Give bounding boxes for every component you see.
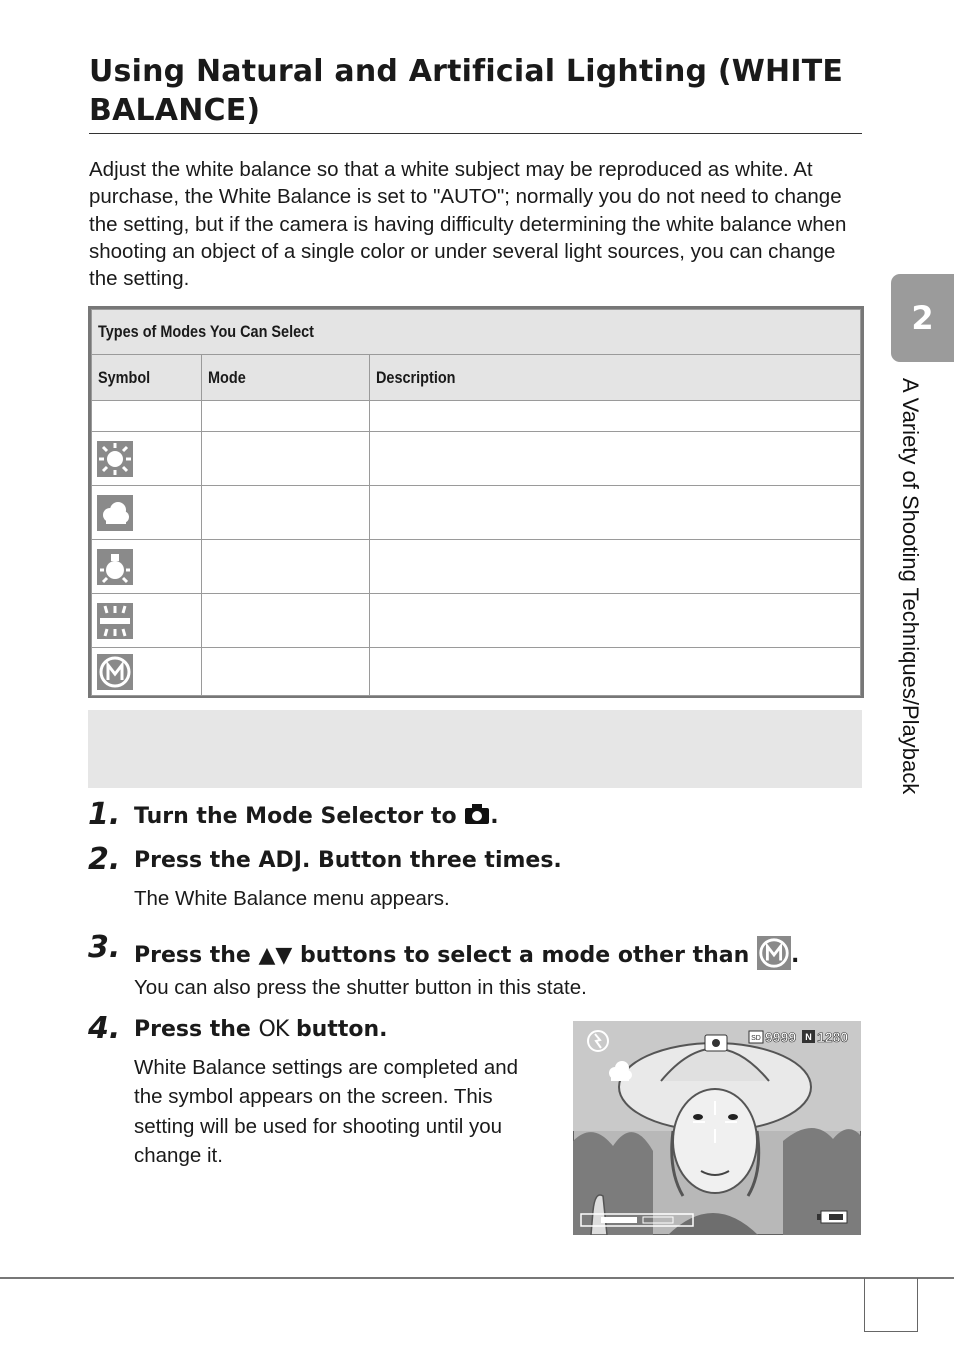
camera-icon	[464, 803, 490, 825]
remaining-shots: 9999	[765, 1029, 797, 1045]
modes-table	[88, 306, 864, 698]
step-number: 2.	[88, 842, 121, 877]
cloud-icon	[97, 495, 133, 531]
step-title: Turn the Mode Selector to .	[134, 804, 499, 829]
symbol-cell	[92, 594, 202, 648]
step-text: You can also press the shutter button in this state.	[134, 976, 587, 999]
header-description: Description	[370, 355, 861, 401]
title-rule	[89, 133, 862, 134]
step-number: 1.	[88, 797, 121, 832]
mode-cell	[202, 432, 370, 486]
mode-cell	[202, 648, 370, 696]
step-title: Press the ADJ. Button three times.	[134, 848, 562, 873]
note-box	[88, 710, 862, 788]
symbol-cell	[92, 432, 202, 486]
description-cell	[370, 648, 861, 696]
symbol-cell	[92, 486, 202, 540]
manual-m-icon	[97, 654, 133, 690]
table-row	[92, 432, 861, 486]
description-cell	[370, 432, 861, 486]
header-symbol: Symbol	[92, 355, 202, 401]
mode-cell	[202, 540, 370, 594]
quality-icon	[802, 1030, 815, 1043]
up-down-arrows-icon: ▲▼	[258, 943, 293, 968]
chapter-tab	[891, 274, 954, 362]
camera-mode-icon	[705, 1035, 727, 1051]
page-number-box	[864, 1278, 918, 1332]
table-row	[92, 401, 861, 432]
ok-button-label: OK	[258, 1017, 289, 1042]
incandescent-bulb-icon	[97, 549, 133, 585]
mode-cell	[202, 486, 370, 540]
page-title: Using Natural and Artificial Lighting (WHITE BALANCE)	[89, 54, 844, 128]
symbol-cell	[92, 648, 202, 696]
symbol-cell	[92, 401, 202, 432]
description-cell	[370, 540, 861, 594]
battery-icon	[817, 1211, 847, 1223]
step-title: Press the ▲▼ buttons to select a mode other than .	[134, 936, 799, 970]
step-title: Press the OK button.	[134, 1017, 388, 1042]
step-number: 4.	[88, 1011, 121, 1046]
step-number: 3.	[88, 930, 121, 965]
symbol-cell	[92, 540, 202, 594]
description-cell	[370, 486, 861, 540]
chapter-label: A Variety of Shooting Techniques/Playback	[898, 378, 923, 795]
mode-cell	[202, 594, 370, 648]
chapter-number: 2	[911, 299, 934, 337]
header-mode: Mode	[202, 355, 370, 401]
sun-icon	[97, 441, 133, 477]
mode-cell	[202, 401, 370, 432]
step-text: White Balance settings are completed and the symbol appears on the screen. This setting will be used for shooting until you change it.	[134, 1056, 519, 1167]
svg-text:N: N	[805, 1032, 812, 1042]
image-size: 1280	[817, 1029, 849, 1045]
footer-rule	[0, 1277, 954, 1279]
table-row	[92, 540, 861, 594]
table-row	[92, 486, 861, 540]
description-cell	[370, 401, 861, 432]
fluorescent-icon	[97, 603, 133, 639]
table-row	[92, 648, 861, 696]
intro-paragraph: Adjust the white balance so that a white subject may be reproduced as white. At purchase, the White Balance is set to "AUTO"; normally you do not need to change the setting, but if the camera is having difficulty determining the white balance when shooting an object of a single color or under several light sources, you can change the setting.	[89, 158, 847, 291]
table-row	[92, 594, 861, 648]
camera-screen-preview	[573, 1021, 861, 1235]
sd-card-icon	[749, 1031, 763, 1043]
step-text: The White Balance menu appears.	[134, 887, 450, 910]
description-cell	[370, 594, 861, 648]
svg-text:SD: SD	[751, 1035, 761, 1042]
manual-m-icon	[757, 936, 791, 970]
table-caption: Types of Modes You Can Select	[92, 310, 861, 355]
